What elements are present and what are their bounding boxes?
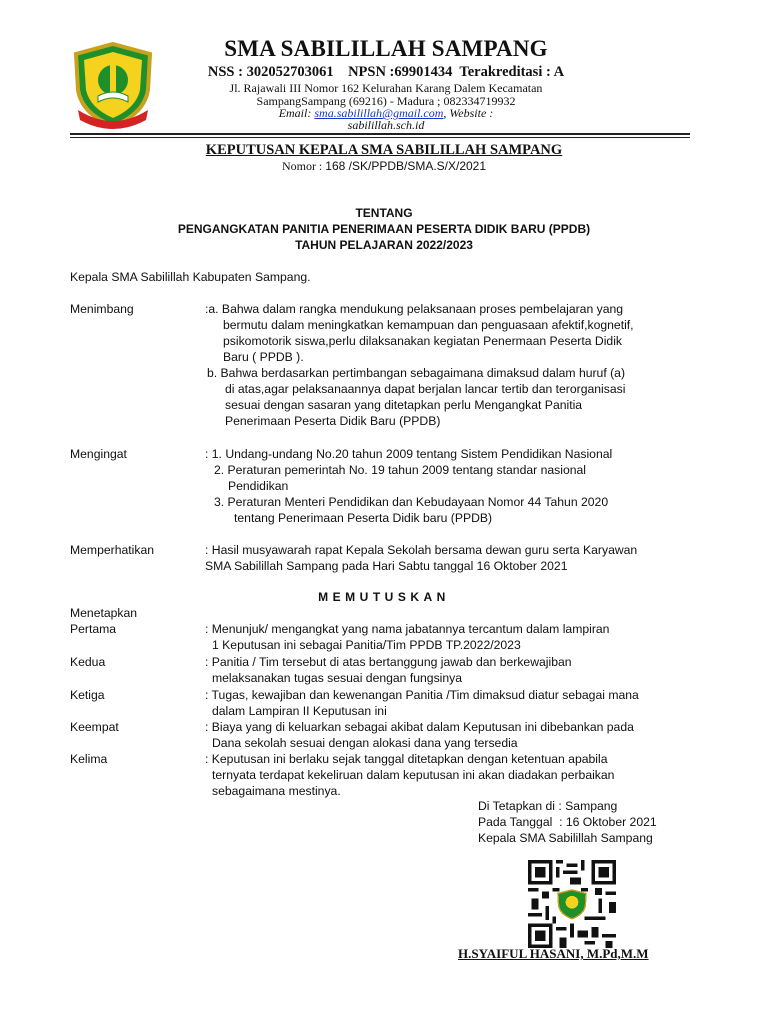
role-line: Kepala SMA Sabilillah Sampang: [478, 831, 653, 845]
decision-line: sebagaimana mestinya.: [212, 784, 341, 798]
memperhatikan-line: SMA Sabilillah Sampang pada Hari Sabtu tanggal 16 Oktober 2021: [205, 559, 568, 573]
email-label: Email:: [278, 106, 315, 120]
decision-line: : Panitia / Tim tersebut di atas bertanggung jawab dan berkewajiban: [205, 655, 572, 669]
about-heading: TENTANG: [355, 206, 413, 220]
decision-label: Ketiga: [70, 688, 105, 702]
menimbang-line: b. Bahwa berdasarkan pertimbangan sebagaimana dimaksud dalam huruf (a): [207, 366, 626, 380]
memperhatikan-line: : Hasil musyawarah rapat Kepala Sekolah bersama dewan guru serta Karyawan: [205, 543, 638, 557]
about-line-1: PENGANGKATAN PANITIA PENERIMAAN PESERTA DIDIK BARU (PPDB): [177, 222, 591, 236]
decision-line: Dana sekolah sesuai dengan alokasi dana yang tersedia: [212, 736, 518, 750]
decision-line: : Biaya yang di keluarkan sebagai akibat dalam Keputusan ini dibebankan pada: [205, 720, 634, 734]
menimbang-line: psikomotorik siswa,perlu dilaksanakan kegiatan Penermaan Peserta Didik: [223, 334, 623, 348]
place-line: Di Tetapkan di : Sampang: [478, 799, 618, 813]
decision-line: : Menunjuk/ mengangkat yang nama jabatannya tercantum dalam lampiran: [205, 622, 610, 636]
decision-label: Kelima: [70, 752, 108, 766]
website-label: , Website :: [443, 106, 494, 120]
decision-line: dalam Lampiran II Keputusan ini: [212, 704, 387, 718]
decision-label: Kedua: [70, 655, 106, 669]
school-logo: [68, 40, 158, 130]
email-link[interactable]: sma.sabilillah@gmail.com: [314, 106, 444, 120]
menimbang-line: :a. Bahwa dalam rangka mendukung pelaksanaan proses pembelajaran yang: [205, 302, 624, 316]
memutuskan-heading: MEMUTUSKAN: [318, 590, 450, 604]
decision-line: : Tugas, kewajiban dan kewenangan Panitia /Tim dimaksud diatur sebagai mana: [205, 688, 639, 702]
address-line-2: SampangSampang (69216) - Madura ; 082334719932: [256, 94, 516, 108]
menimbang-line: Penerimaan Peserta Didik Baru (PPDB): [225, 414, 441, 428]
signer-name: H.SYAIFUL HASANI, M.Pd,M.M: [458, 946, 649, 961]
menimbang-label: Menimbang: [70, 302, 134, 316]
header-rule: [70, 133, 690, 135]
header-rule-thin: [70, 137, 690, 138]
menimbang-line: di atas,agar pelaksanaannya dapat berjalan lancar tertib dan terorganisasi: [225, 382, 626, 396]
decision-label: Pertama: [70, 622, 117, 636]
mengingat-line: 3. Peraturan Menteri Pendidikan dan Kebudayaan Nomor 44 Tahun 2020: [214, 495, 609, 509]
date-line: Pada Tanggal : 16 Oktober 2021: [478, 815, 657, 829]
decision-line: ternyata terdapat kekeliruan dalam keputusan ini akan diadakan perbaikan: [212, 768, 615, 782]
school-name: SMA SABILILLAH SAMPANG: [224, 36, 548, 61]
address-line-1: Jl. Rajawali III Nomor 162 Kelurahan Karang Dalem Kecamatan: [229, 81, 543, 95]
decision-line: : Keputusan ini berlaku sejak tanggal ditetapkan dengan ketentuan apabila: [205, 752, 608, 766]
number-value: 168 /SK/PPDB/SMA.S/X/2021: [325, 159, 487, 173]
number-label: Nomor :: [281, 159, 326, 173]
website: sabilillah.sch.id: [347, 118, 425, 132]
mengingat-line: 2. Peraturan pemerintah No. 19 tahun 2009 tentang standar nasional: [214, 463, 586, 477]
menimbang-line: Baru ( PPDB ).: [223, 350, 304, 364]
decree-number: [0, 159, 768, 174]
qr-code: [528, 860, 616, 948]
menimbang-line: bermutu dalam meningkatkan kemampuan dan penguasaan afektif,kognetif,: [223, 318, 634, 332]
mengingat-line: Pendidikan: [228, 479, 289, 493]
mengingat-line: : 1. Undang-undang No.20 tahun 2009 tentang Sistem Pendidikan Nasional: [205, 447, 613, 461]
decision-line: 1 Keputusan ini sebagai Panitia/Tim PPDB TP.2022/2023: [212, 638, 521, 652]
decision-label: Keempat: [70, 720, 119, 734]
about-line-2: TAHUN PELAJARAN 2022/2023: [295, 238, 473, 252]
mengingat-label: Mengingat: [70, 447, 127, 461]
school-ids: NSS : 302052703061 NPSN :69901434 Terakreditasi : A: [207, 64, 565, 80]
menimbang-line: sesuai dengan sasaran yang ditetapkan perlu Mengangkat Panitia: [225, 398, 583, 412]
decree-title: KEPUTUSAN KEPALA SMA SABILILLAH SAMPANG: [205, 142, 563, 158]
intro-line: Kepala SMA Sabilillah Kabupaten Sampang.: [70, 270, 311, 284]
mengingat-line: tentang Penerimaan Peserta Didik baru (PPDB): [234, 511, 493, 525]
memperhatikan-label: Memperhatikan: [70, 543, 154, 557]
menetapkan-label: Menetapkan: [70, 606, 138, 620]
decision-line: melaksanakan tugas sesuai dengan fungsinya: [212, 671, 463, 685]
